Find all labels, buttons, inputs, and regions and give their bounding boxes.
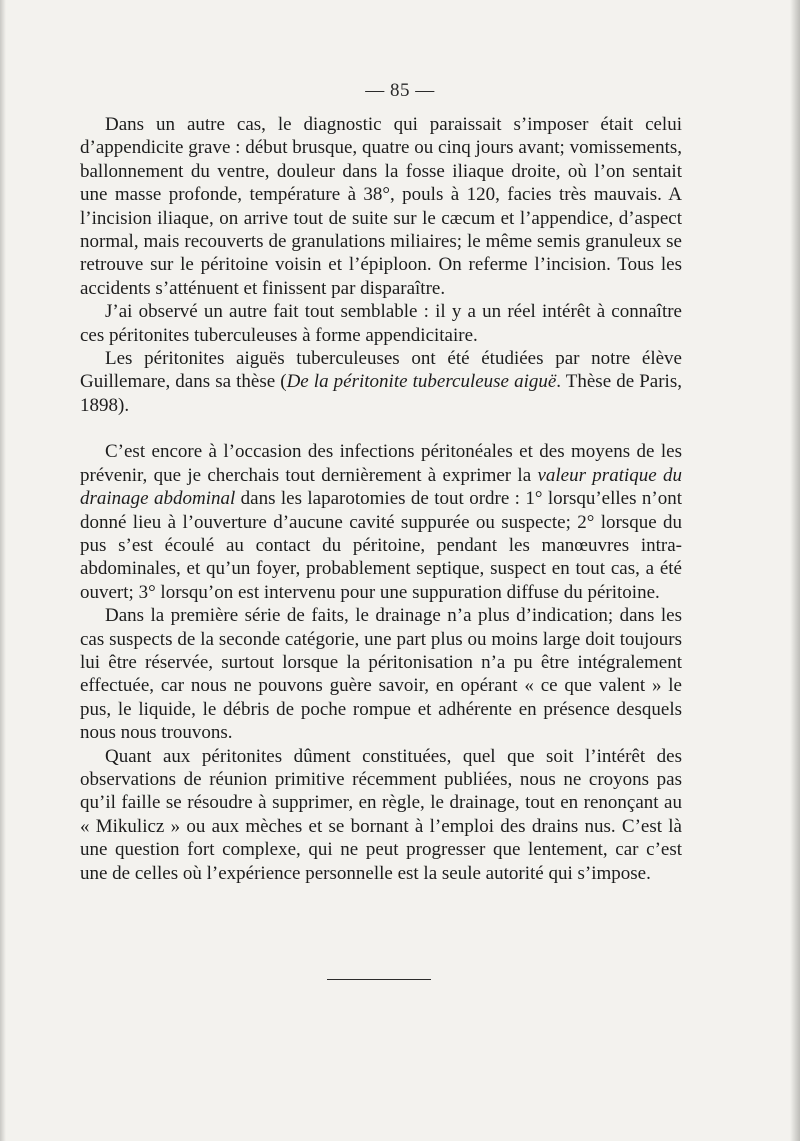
paragraph (80, 300, 682, 347)
paragraph (80, 440, 682, 604)
page-number: — 85 — (365, 80, 435, 101)
text-run: Quant aux péritonites dûment constituées, quel que soit l’intérêt des observations de réunion primitive récemment publiées, nous ne croyons pas qu’il faille se résoudre à supprimer, en règle, le drainage, tout en renonçant au « Mikulicz » ou aux mèches et se bornant à l’emploi des drains nus. C’est là une question fort complexe, qui ne peut progresser que lentement, car c’est une de celles où l’expérience personnelle est la seule autorité qui s’impose. (80, 745, 682, 884)
text-run: Dans la première série de faits, le drainage n’a plus d’indication; dans les cas suspects de la seconde catégorie, une part plus ou moins large doit toujours lui être réservée, surtout lorsque la péritonisation n’a pu être intégralement effectuée, car nous ne pouvons guère savoir, en opérant « ce que valent » le pus, le liquide, le débris de poche rompue et adhérente en présence desquels nous nous trouvons. (80, 605, 682, 744)
page-right-edge (790, 0, 800, 1141)
text-run: Dans un autre cas, le diagnostic qui paraissait s’imposer était celui d’appendicite grave : début brusque, quatre ou cinq jours avant; vomissements, ballonnement du ventre, douleur dans la fosse iliaque droite, où l’on sentait une masse profonde, température à 38°, pouls à 120, facies très mauvais. A l’incision iliaque, on arrive tout de suite sur le cæcum et l’appendice, d’aspect normal, mais recouverts de granulations miliaires; le même semis granuleux se retrouve sur le péritoine voisin et l’épiploon. On referme l’incision. Tous les accidents s’atténuent et finissent par disparaître. (80, 114, 682, 299)
section-end-rule (327, 979, 431, 980)
italic-text: valeur pratique du drainage abdominal (80, 464, 682, 510)
paragraph (80, 113, 682, 300)
text-run: Les péritonites aiguës tuberculeuses ont été étudiées par notre élève Guillemare, dans sa thèse ( (80, 348, 682, 393)
paragraph (80, 745, 682, 885)
paragraph (80, 347, 682, 417)
text-run: C’est encore à l’occasion des infections péritonéales et des moyens de les prévenir, que je cherchais tout dernièrement à exprimer la (80, 441, 682, 486)
text-run: . Thèse de Paris, 1898). (80, 371, 682, 416)
text-run: dans les laparotomies de tout ordre : 1° lorsqu’elles n’ont donné lieu à l’ouverture d’aucune cavité suppurée ou suspecte; 2° lorsque du pus s’est écoulé au contact du péritoine, pendant les manœuvres intra-abdominales, et qu’un foyer, probablement septique, suspect en tout cas, a été ouvert; 3° lorsqu’on est intervenu pour une suppuration diffuse du péritoine. (80, 488, 682, 603)
page-left-edge (0, 0, 6, 1141)
italic-text: De la péritonite tuberculeuse aiguë (286, 371, 557, 393)
text-run: J’ai observé un autre fait tout semblable : il y a un réel intérêt à connaître ces péritonites tuberculeuses à forme appendicitaire. (80, 301, 682, 346)
body-text (80, 113, 682, 885)
paragraph (80, 604, 682, 744)
